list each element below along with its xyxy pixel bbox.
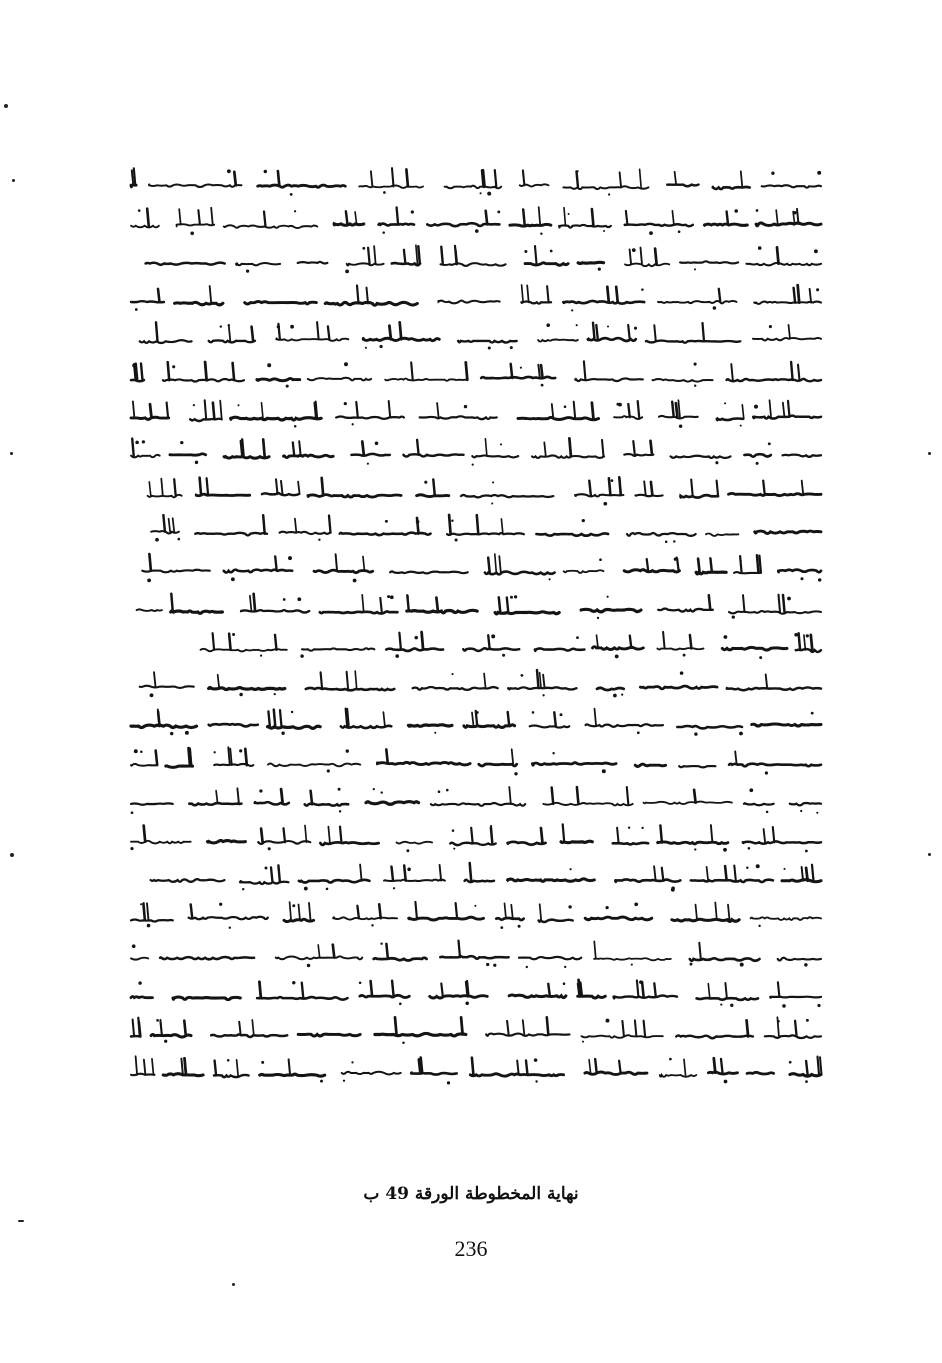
margin-speck [4,104,8,108]
manuscript-line [125,397,825,429]
manuscript-line [125,744,825,776]
manuscript-line [125,667,825,699]
manuscript-line [125,898,825,930]
manuscript-line [125,242,825,274]
manuscript-line [125,165,825,197]
manuscript-end-caption: نهاية المخطوطة الورقة 49 ب [363,1184,579,1204]
manuscript-line [125,590,825,622]
manuscript-line [125,705,825,737]
margin-speck [12,179,15,182]
manuscript-line [125,1014,825,1046]
manuscript-line [125,474,825,506]
margin-speck [10,452,13,455]
manuscript-line [125,783,825,815]
margin-speck [928,853,931,856]
margin-speck [10,853,14,857]
manuscript-line [125,512,825,544]
manuscript-line [185,628,825,660]
manuscript-line [125,937,825,969]
manuscript-line [125,821,825,853]
margin-speck [232,1283,235,1286]
page-number: 236 [454,1236,488,1261]
manuscript-line [125,435,825,467]
manuscript-line [125,551,825,583]
manuscript-line [125,860,825,892]
manuscript-line [125,358,825,390]
manuscript-line [125,319,825,351]
margin-speck [18,1220,24,1222]
manuscript-line [125,976,825,1008]
manuscript-line [125,204,825,236]
handwritten-manuscript-block [95,165,825,1115]
manuscript-line [125,281,825,313]
manuscript-line [125,1053,825,1085]
margin-speck [928,452,931,455]
